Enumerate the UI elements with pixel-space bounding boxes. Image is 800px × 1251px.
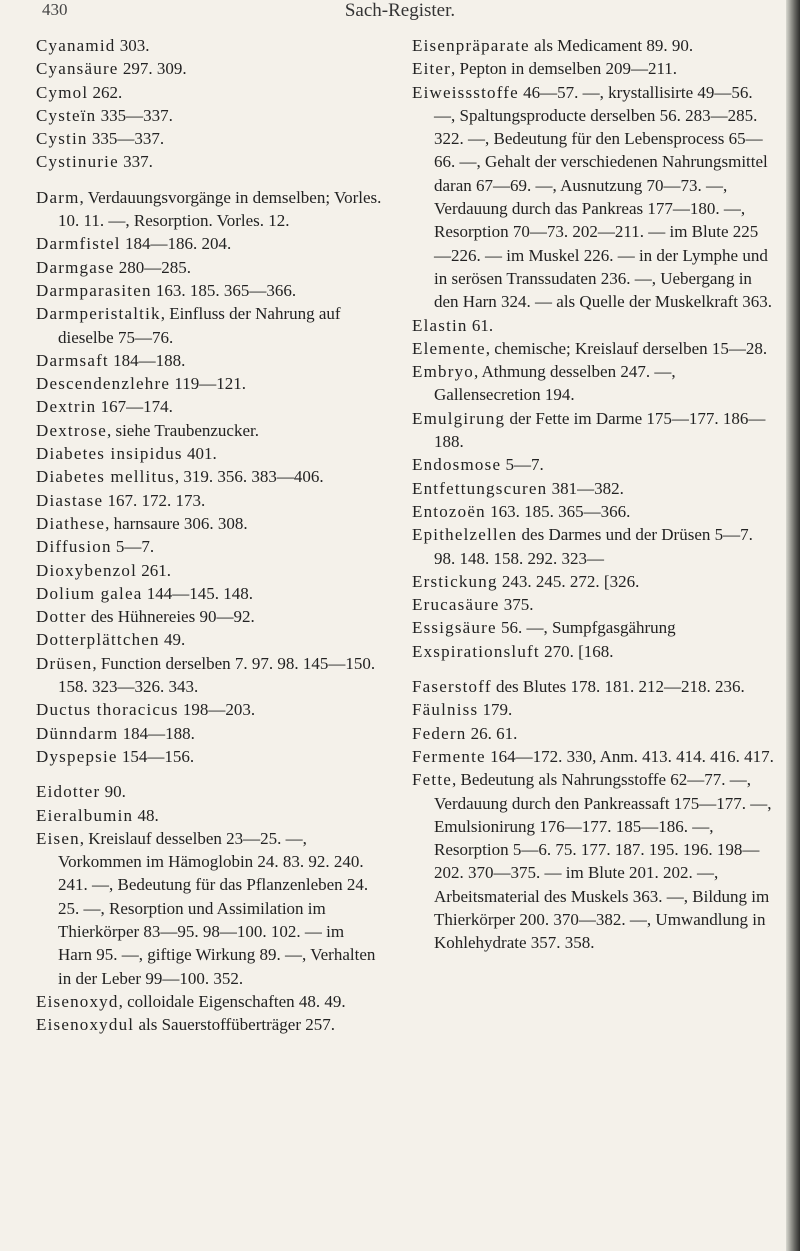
- page-number: 430: [42, 0, 68, 19]
- index-references: 335—337.: [87, 129, 165, 149]
- index-entry: [36, 127, 382, 150]
- index-entry: [36, 302, 382, 349]
- index-entry: [36, 582, 382, 605]
- index-references: 335—337.: [96, 105, 173, 125]
- index-headword: Dioxybenzol: [36, 560, 138, 580]
- index-entry: [412, 640, 774, 663]
- index-headword: Erucasäure: [412, 595, 500, 615]
- index-references: , Pepton in demselben 209—211.: [451, 59, 678, 79]
- index-headword: Eisen: [36, 828, 80, 848]
- index-headword: Darmsaft: [36, 350, 109, 370]
- index-references: 184—186. 204.: [120, 234, 232, 254]
- index-headword: Cystin: [36, 129, 88, 149]
- index-entry: [412, 57, 774, 80]
- index-headword: Entozoën: [412, 501, 486, 521]
- index-headword: Exspirationsluft: [412, 641, 540, 661]
- index-references: , Bedeutung als Nahrungsstoffe 62—77. —, Verdauung durch den Pankreassaft 175—177. —, Emulsionirung 176—177. 185—186. —, Resorption 5—6. 75. 177. 187. 195. 196. 198—202. 370—375. — im Blute 201. 202. —, Arbeitsmaterial des Muskels 363. —, Bildung im Thierkörper 200. 370—382. —, Umwandlung in Kohlehydrate 357. 358.: [434, 770, 772, 953]
- index-headword: Entfettungscuren: [412, 478, 548, 498]
- index-headword: Drüsen: [36, 653, 93, 673]
- index-headword: Diabetes insipidus: [36, 444, 183, 464]
- index-headword: Dotter: [36, 607, 87, 627]
- index-references: 26. 61.: [466, 723, 518, 743]
- index-entry: [36, 559, 382, 582]
- index-headword: Cyansäure: [36, 59, 119, 79]
- index-headword: Diffusion: [36, 537, 112, 557]
- index-references: 61.: [467, 315, 494, 335]
- index-headword: Diastase: [36, 490, 104, 510]
- index-entry: [36, 780, 382, 803]
- index-references: 167—174.: [96, 397, 173, 417]
- index-entry: [412, 698, 774, 721]
- index-entry: [36, 804, 382, 827]
- index-entry: [36, 605, 382, 628]
- index-references: des Darmes und der Drüsen 5—7. 98. 148. 158. 292. 323—: [434, 525, 753, 568]
- index-entry: [412, 337, 774, 360]
- index-headword: Erstickung: [412, 571, 498, 591]
- index-headword: Eisenoxyd: [36, 991, 119, 1011]
- index-entry: [36, 81, 382, 104]
- section-gap: [36, 768, 382, 780]
- section-gap: [36, 174, 382, 186]
- index-references: 184—188.: [118, 723, 195, 743]
- index-entry: [412, 593, 774, 616]
- index-references: 375.: [499, 595, 534, 615]
- index-headword: Dotterplättchen: [36, 630, 160, 650]
- index-references: 5—7.: [111, 537, 155, 557]
- running-head: Sach-Register.: [344, 0, 456, 21]
- index-references: 337.: [118, 152, 153, 172]
- index-entry: [412, 500, 774, 523]
- index-references: 163. 185. 365—366.: [151, 280, 297, 300]
- index-headword: Eiweissstoffe: [412, 82, 519, 102]
- index-headword: Darmfistel: [36, 234, 121, 254]
- index-entry: [36, 722, 382, 745]
- index-headword: Diabetes mellitus: [36, 467, 175, 487]
- index-headword: Darmparasiten: [36, 280, 152, 300]
- index-references: als Sauerstoffüberträger 257.: [134, 1015, 335, 1035]
- index-references: , Function derselben 7. 97. 98. 145—150. 158. 323—326. 343.: [58, 653, 376, 697]
- index-entry: [412, 768, 774, 954]
- index-headword: Eiter: [412, 59, 452, 79]
- index-entry: [412, 477, 774, 500]
- index-references: 179.: [478, 700, 513, 720]
- index-entry: [36, 256, 382, 279]
- index-entry: [36, 628, 382, 651]
- index-entry: [36, 489, 382, 512]
- index-references: 381—382.: [547, 478, 624, 498]
- index-entry: [412, 616, 774, 639]
- index-entry: [412, 314, 774, 337]
- index-entry: [36, 1013, 382, 1036]
- index-headword: Cystinurie: [36, 152, 119, 172]
- index-entry: [36, 186, 382, 233]
- index-references: der Fette im Darme 175—177. 186—188.: [434, 408, 766, 452]
- index-references: 56. —, Sumpfgasgährung: [496, 618, 676, 638]
- index-entry: [36, 150, 382, 173]
- index-entry: [36, 652, 382, 699]
- index-references: , Verdauungsvorgänge in demselben; Vorles. 10. 11. —, Resorption. Vorles. 12.: [58, 187, 382, 231]
- index-entry: [36, 827, 382, 990]
- index-headword: Eisenpräparate: [412, 36, 530, 55]
- index-references: 280—285.: [114, 257, 192, 277]
- index-references: 261.: [137, 560, 172, 580]
- index-headword: Diathese: [36, 513, 106, 533]
- index-references: 270. [168.: [539, 641, 614, 661]
- index-references: 401.: [182, 444, 217, 464]
- index-headword: Fermente: [412, 746, 486, 766]
- index-headword: Elemente: [412, 338, 486, 358]
- index-entry: [36, 698, 382, 721]
- index-references: , Kreislauf desselben 23—25. —, Vorkommen im Hämoglobin 24. 83. 92. 240. 241. —, Bedeutung für das Pflanzenleben 24. 25. —, Resorption und Assimilation im Thierkörper 83—95. 98—100. 102. — im Harn 95. —, giftige Wirkung 89. —, Verhalten in der Leber 99—100. 352.: [58, 828, 376, 988]
- index-entry: [36, 57, 382, 80]
- index-entry: [36, 372, 382, 395]
- section-gap: [412, 663, 774, 675]
- index-entry: [412, 34, 774, 57]
- index-entry: [36, 104, 382, 127]
- index-entry: [36, 990, 382, 1013]
- left-column: [36, 34, 382, 1036]
- index-references: 154—156.: [117, 746, 195, 766]
- index-headword: Dyspepsie: [36, 746, 118, 766]
- index-references: , 319. 356. 383—406.: [174, 467, 324, 487]
- index-headword: Elastin: [412, 315, 468, 335]
- index-references: , Einfluss der Nahrung auf dieselbe 75—76.: [58, 304, 341, 347]
- index-references: 5—7.: [501, 455, 544, 475]
- index-entry: [36, 465, 382, 488]
- index-headword: Emulgirung: [412, 408, 506, 428]
- index-headword: Darmperistaltik: [36, 304, 161, 324]
- index-entry: [36, 419, 382, 442]
- index-references: 48.: [133, 805, 159, 825]
- index-references: 243. 245. 272. [326.: [497, 571, 640, 591]
- index-headword: Eisenoxydul: [36, 1015, 135, 1035]
- index-headword: Dextrose: [36, 420, 107, 440]
- index-headword: Faserstoff: [412, 677, 492, 697]
- index-entry: [36, 442, 382, 465]
- index-entry: [412, 722, 774, 745]
- index-headword: Eieralbumin: [36, 805, 134, 825]
- index-references: , colloidale Eigenschaften 48. 49.: [118, 991, 346, 1011]
- index-entry: [36, 512, 382, 535]
- page-edge-shadow: [786, 0, 800, 1251]
- index-headword: Fäulniss: [412, 700, 479, 720]
- index-references: , siehe Traubenzucker.: [106, 420, 259, 440]
- index-headword: Essigsäure: [412, 618, 497, 638]
- index-references: 119—121.: [170, 374, 246, 394]
- index-headword: Federn: [412, 723, 467, 743]
- index-references: des Hühnereies 90—92.: [86, 607, 255, 627]
- index-entry: [412, 570, 774, 593]
- index-entry: [36, 34, 382, 57]
- index-entry: [412, 453, 774, 476]
- index-entry: [36, 745, 382, 768]
- index-headword: Cymol: [36, 82, 89, 102]
- index-entry: [412, 407, 774, 454]
- index-entry: [412, 81, 774, 314]
- index-entry: [412, 675, 774, 698]
- index-headword: Fette: [412, 770, 452, 790]
- index-entry: [36, 279, 382, 302]
- index-references: 164—172. 330, Anm. 413. 414. 416. 417.: [485, 746, 774, 766]
- index-references: 49.: [159, 630, 186, 650]
- index-headword: Endosmose: [412, 455, 502, 475]
- index-references: des Blutes 178. 181. 212—218. 236.: [491, 677, 745, 697]
- index-headword: Eidotter: [36, 782, 101, 802]
- index-references: , harnsaure 306. 308.: [105, 513, 248, 533]
- index-references: 262.: [88, 82, 123, 102]
- index-headword: Ductus thoracicus: [36, 700, 179, 720]
- index-entry: [412, 360, 774, 407]
- index-references: , chemische; Kreislauf derselben 15—28.: [485, 338, 768, 358]
- index-references: 303.: [115, 36, 150, 55]
- index-headword: Embryo: [412, 362, 474, 382]
- index-headword: Darmgase: [36, 257, 115, 277]
- index-headword: Dünndarm: [36, 723, 119, 743]
- index-entry: [36, 349, 382, 372]
- index-references: 46—57. —, krystallisirte 49—56. —, Spaltungsproducte derselben 56. 283—285. 322. —, Bedeutung für den Lebensprocess 65—66. —, Gehalt der verschiedenen Nahrungsmittel daran 67—69. —, Ausnutzung 70—73. —, Verdauung durch das Pankreas 177—180. —, Resorption 70—73. 202—211. — im Blute 225—226. — im Muskel 226. — in der Lymphe und in serösen Transsudaten 236. —, Uebergang in den Harn 324. — als Quelle der Muskelkraft 363.: [434, 82, 773, 312]
- index-references: 163. 185. 365—366.: [485, 501, 631, 521]
- index-headword: Dolium galea: [36, 583, 143, 603]
- right-column: [412, 34, 774, 955]
- index-entry: [412, 523, 774, 570]
- index-references: als Medicament 89. 90.: [529, 36, 694, 55]
- index-headword: Cyanamid: [36, 36, 116, 55]
- index-entry: [36, 535, 382, 558]
- index-references: 144—145. 148.: [142, 583, 253, 603]
- index-entry: [36, 395, 382, 418]
- index-entry: [412, 745, 774, 768]
- index-headword: Cysteïn: [36, 105, 97, 125]
- index-headword: Descendenzlehre: [36, 374, 171, 394]
- index-references: 297. 309.: [118, 59, 187, 79]
- index-entry: [36, 232, 382, 255]
- index-references: 198—203.: [178, 700, 256, 720]
- index-references: 184—188.: [108, 350, 186, 370]
- index-references: , Athmung desselben 247. —, Gallensecretion 194.: [434, 362, 676, 405]
- index-headword: Dextrin: [36, 397, 97, 417]
- index-headword: Darm: [36, 187, 80, 207]
- index-references: 167. 172. 173.: [103, 490, 206, 510]
- index-references: 90.: [100, 782, 126, 802]
- index-headword: Epithelzellen: [412, 525, 518, 545]
